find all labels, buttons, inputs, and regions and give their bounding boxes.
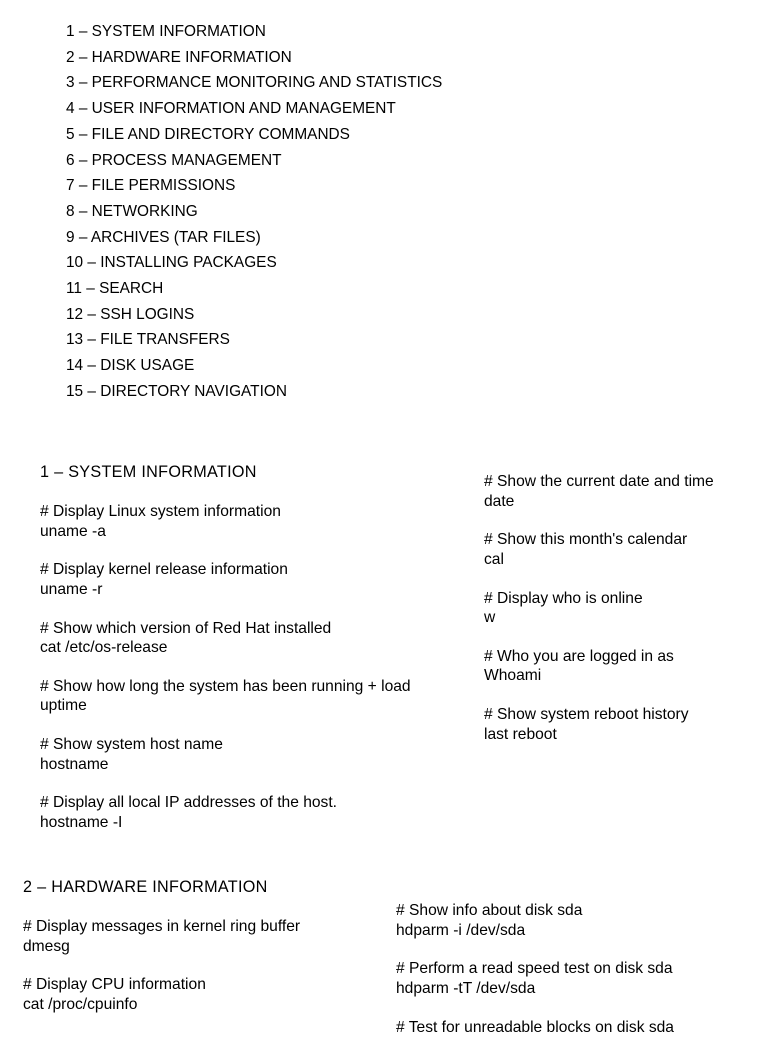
- command-comment: # Display all local IP addresses of the host.: [40, 794, 338, 812]
- command-entry: [40, 619, 411, 658]
- command-text: cat /etc/os-release: [40, 639, 168, 657]
- command-text: uptime: [40, 697, 87, 715]
- command-comment: # Display Linux system information: [40, 503, 281, 520]
- toc-item-networking[interactable]: 8 – NETWORKING: [66, 202, 198, 220]
- toc-item-process-management[interactable]: 6 – PROCESS MANAGEMENT: [66, 151, 282, 169]
- command-comment: # Show system host name: [40, 736, 223, 754]
- command-comment: # Display CPU information: [23, 976, 206, 994]
- command-text: uname -a: [40, 522, 106, 540]
- command-comment: # Display messages in kernel ring buffer: [23, 918, 301, 935]
- command-entry: [484, 647, 714, 686]
- command-entry: [396, 901, 674, 940]
- toc-item-hardware-information[interactable]: 2 – HARDWARE INFORMATION: [66, 48, 292, 66]
- command-text: uname -r: [40, 580, 103, 598]
- table-of-contents: [66, 19, 442, 405]
- toc-item-directory-navigation[interactable]: 15 – DIRECTORY NAVIGATION: [66, 382, 287, 400]
- command-text: cat /proc/cpuinfo: [23, 995, 138, 1013]
- section1-right-column: [484, 472, 714, 763]
- command-comment: # Show which version of Red Hat installed: [40, 619, 332, 637]
- section2-left-column: [23, 917, 300, 1034]
- command-text: hdparm -tT /dev/sda: [396, 979, 536, 997]
- toc-item-user-information[interactable]: 4 – USER INFORMATION AND MANAGEMENT: [66, 100, 396, 118]
- command-text: hostname: [40, 755, 109, 773]
- section2-right-column: [396, 901, 674, 1056]
- command-entry: [23, 975, 300, 1014]
- command-comment: # Show the current date and time: [484, 473, 714, 490]
- command-entry: [484, 589, 714, 628]
- command-comment: # Perform a read speed test on disk sda: [396, 960, 673, 978]
- toc-item-system-information[interactable]: 1 – SYSTEM INFORMATION: [66, 23, 266, 40]
- command-comment: # Show info about disk sda: [396, 902, 583, 919]
- command-entry: [484, 530, 714, 569]
- command-comment: # Show system reboot history: [484, 706, 689, 724]
- toc-item-ssh-logins[interactable]: 12 – SSH LOGINS: [66, 305, 195, 323]
- section1-left-column: [40, 502, 411, 852]
- section-heading-hardware-information: 2 – HARDWARE INFORMATION: [23, 878, 268, 896]
- command-entry: [40, 735, 411, 774]
- command-comment: # Show this month's calendar: [484, 531, 688, 549]
- command-text: Whoami: [484, 667, 542, 685]
- command-text: last reboot: [484, 725, 557, 743]
- command-text: w: [484, 609, 496, 627]
- command-text: hostname -I: [40, 813, 123, 831]
- command-text: dmesg: [23, 937, 70, 955]
- toc-item-archives[interactable]: 9 – ARCHIVES (TAR FILES): [66, 228, 261, 246]
- command-entry: [396, 959, 674, 998]
- command-entry: [23, 917, 300, 956]
- command-entry: [484, 472, 714, 511]
- toc-item-file-directory-commands[interactable]: 5 – FILE AND DIRECTORY COMMANDS: [66, 125, 350, 143]
- command-comment: # Who you are logged in as: [484, 647, 674, 665]
- section-heading-system-information: 1 – SYSTEM INFORMATION: [40, 463, 257, 481]
- toc-item-disk-usage[interactable]: 14 – DISK USAGE: [66, 357, 195, 375]
- toc-item-installing-packages[interactable]: 10 – INSTALLING PACKAGES: [66, 254, 277, 272]
- command-entry: [40, 502, 411, 541]
- toc-item-search[interactable]: 11 – SEARCH: [66, 280, 164, 298]
- command-entry: [40, 560, 411, 599]
- command-comment: # Show how long the system has been running + load: [40, 677, 411, 695]
- toc-item-file-transfers[interactable]: 13 – FILE TRANSFERS: [66, 331, 230, 349]
- command-entry: [40, 793, 411, 832]
- command-text: cal: [484, 550, 504, 568]
- command-entry: [40, 677, 411, 716]
- command-entry: [484, 705, 714, 744]
- toc-item-file-permissions[interactable]: 7 – FILE PERMISSIONS: [66, 177, 236, 195]
- command-entry: [396, 1018, 674, 1038]
- command-text: hdparm -i /dev/sda: [396, 921, 526, 939]
- command-comment: # Test for unreadable blocks on disk sda: [396, 1018, 674, 1036]
- command-text: date: [484, 492, 515, 510]
- command-comment: # Display who is online: [484, 589, 643, 607]
- toc-item-performance-monitoring[interactable]: 3 – PERFORMANCE MONITORING AND STATISTICS: [66, 74, 443, 92]
- command-comment: # Display kernel release information: [40, 561, 288, 579]
